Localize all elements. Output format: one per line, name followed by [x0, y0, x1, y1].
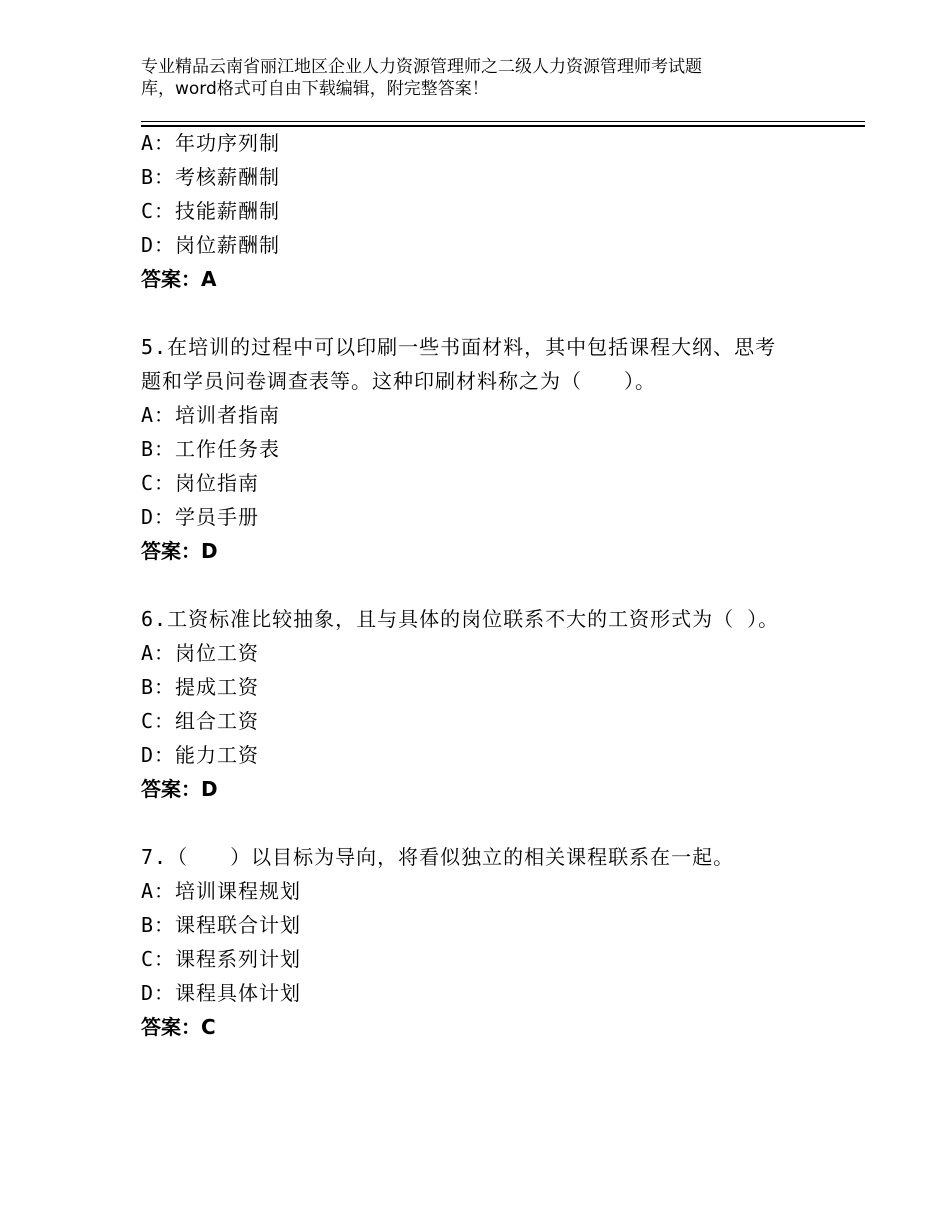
option-a: A：培训者指南 — [141, 403, 281, 427]
option-c: C：课程系列计划 — [141, 947, 302, 971]
question-stem: 7.（ ）以目标为导向，将看似独立的相关课程联系在一起。 — [141, 845, 735, 869]
question-stem-line-1: 5.在培训的过程中可以印刷一些书面材料，其中包括课程大纲、思考 — [141, 335, 777, 359]
option-d: D：学员手册 — [141, 505, 260, 529]
option-a: A：年功序列制 — [141, 131, 281, 155]
answer-label: 答案：A — [141, 267, 217, 291]
question-stem-line-2: 题和学员问卷调查表等。这种印刷材料称之为（ ）。 — [141, 369, 656, 393]
option-d: D：岗位薪酬制 — [141, 233, 281, 257]
header-line-1: 专业精品云南省丽江地区企业人力资源管理师之二级人力资源管理师考试题 — [141, 57, 702, 77]
option-c: C：岗位指南 — [141, 471, 260, 495]
option-a: A：培训课程规划 — [141, 879, 302, 903]
question-5 — [141, 330, 841, 568]
option-c: C：组合工资 — [141, 709, 260, 733]
question-6 — [141, 602, 841, 806]
question-stem: 6.工资标准比较抽象，且与具体的岗位联系不大的工资形式为（ ）。 — [141, 607, 780, 631]
answer-label: 答案：C — [141, 1015, 216, 1039]
option-b: B：工作任务表 — [141, 437, 281, 461]
question-4 — [141, 126, 841, 296]
question-7 — [141, 840, 841, 1044]
answer-label: 答案：D — [141, 539, 218, 563]
option-d: D：能力工资 — [141, 743, 260, 767]
option-b: B：课程联合计划 — [141, 913, 302, 937]
document-header — [141, 56, 831, 100]
option-b: B：提成工资 — [141, 675, 260, 699]
option-c: C：技能薪酬制 — [141, 199, 281, 223]
header-rule-thin — [141, 121, 865, 122]
header-line-2: 库，word格式可自由下载编辑，附完整答案！ — [141, 79, 489, 99]
option-d: D：课程具体计划 — [141, 981, 302, 1005]
option-a: A：岗位工资 — [141, 641, 260, 665]
answer-label: 答案：D — [141, 777, 218, 801]
option-b: B：考核薪酬制 — [141, 165, 281, 189]
question-list — [141, 126, 841, 1044]
